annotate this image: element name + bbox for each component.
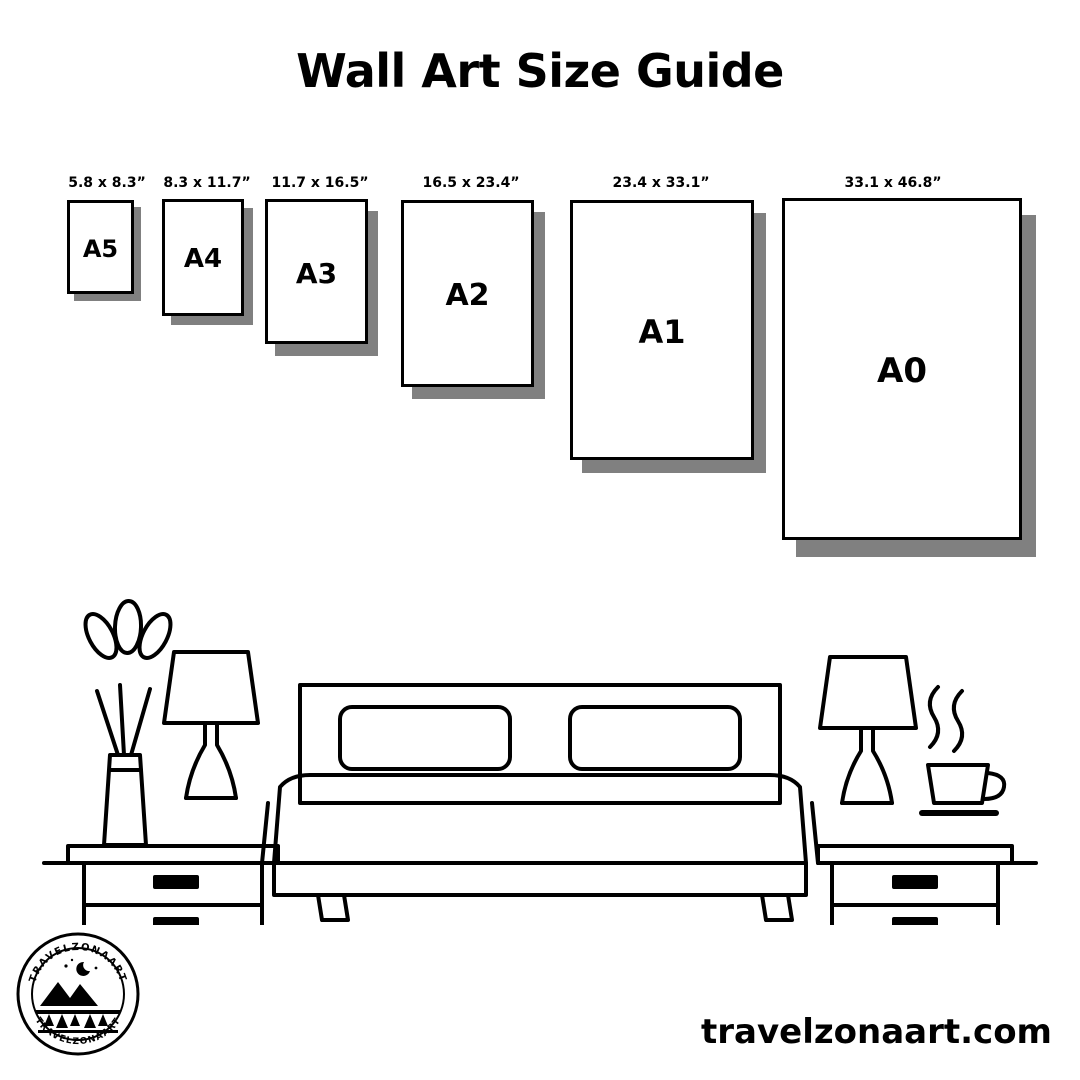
- frame-label-a5: A5: [82, 235, 119, 263]
- frame-box-a4: [162, 199, 244, 316]
- frame-dims-a3: 11.7 x 16.5”: [271, 175, 369, 191]
- logo-text-bottom: TRAVELZONAART: [32, 1015, 124, 1048]
- frame-group-a5: [60, 175, 170, 315]
- frame-box-a0: [782, 198, 1022, 540]
- frame-label-a3: A3: [295, 257, 338, 290]
- frame-dims-a0: 33.1 x 46.8”: [844, 175, 942, 191]
- nightstand-left-illustration: [68, 846, 278, 925]
- brand-logo: [14, 930, 142, 1058]
- frame-box-a1: [570, 200, 754, 460]
- lamp-right-illustration: [820, 657, 916, 803]
- frame-box-a3: [265, 199, 368, 344]
- frame-label-a4: A4: [183, 244, 223, 274]
- bed-illustration: [262, 685, 818, 920]
- frame-box-a2: [401, 200, 534, 387]
- nightstand-right-illustration: [818, 846, 1012, 925]
- page-title: Wall Art Size Guide: [296, 44, 784, 98]
- frame-label-a2: A2: [445, 278, 490, 313]
- lamp-left-illustration: [164, 652, 258, 798]
- bedroom-scene-illustration: [0, 565, 1080, 925]
- logo-text-top: TRAVELZONAART: [27, 941, 129, 984]
- frame-dims-a1: 23.4 x 33.1”: [612, 175, 710, 191]
- frame-group-a0: [775, 175, 1065, 595]
- brand-logo-svg: [14, 930, 142, 1058]
- frame-dims-a4: 8.3 x 11.7”: [163, 175, 251, 191]
- coffee-cup-illustration: [922, 687, 1004, 813]
- svg-text:TRAVELZONAART: [28, 942, 129, 984]
- site-url: travelzonaart.com: [701, 1012, 1052, 1052]
- frame-label-a0: A0: [877, 351, 927, 391]
- frame-dims-a2: 16.5 x 23.4”: [422, 175, 520, 191]
- frame-dims-a5: 5.8 x 8.3”: [68, 175, 146, 191]
- frame-box-a5: [67, 200, 134, 294]
- frame-label-a1: A1: [638, 313, 686, 351]
- bedroom-scene-svg: [0, 565, 1080, 925]
